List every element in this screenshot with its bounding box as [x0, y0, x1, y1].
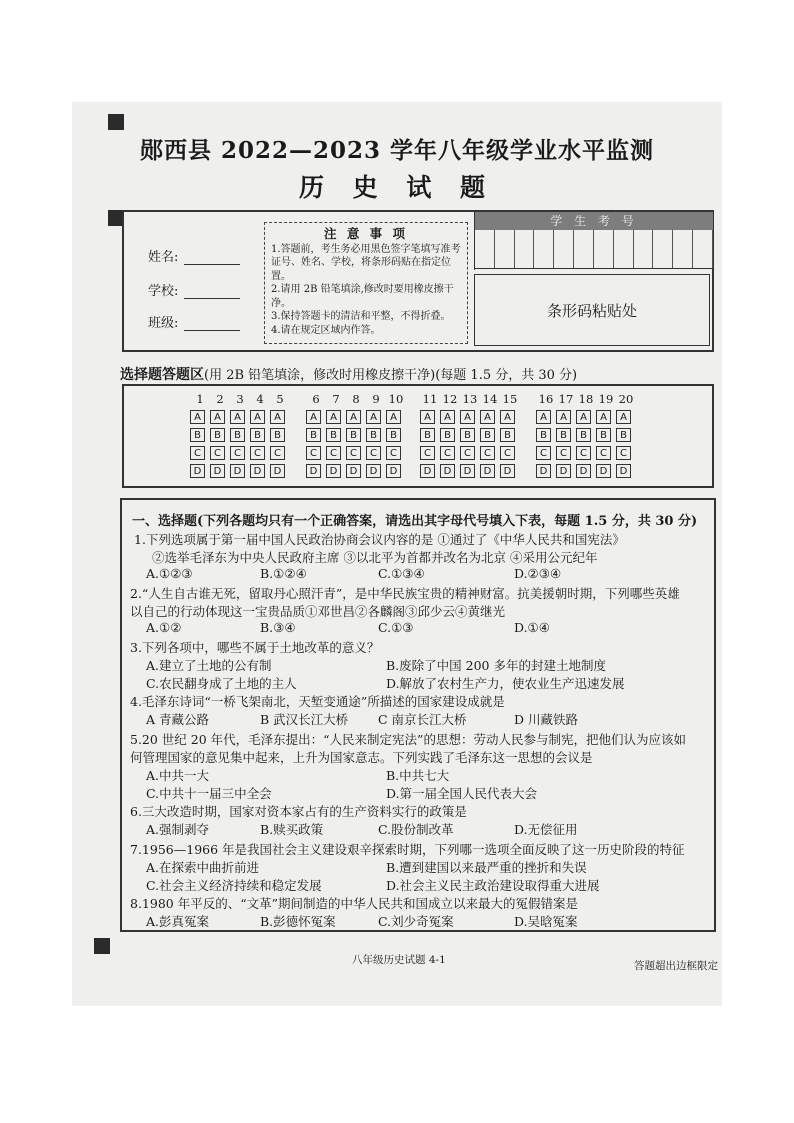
question-number: 12	[442, 392, 458, 406]
answer-bubble[interactable]: B	[500, 428, 515, 442]
answer-bubble[interactable]: C	[576, 446, 591, 460]
question-number: 14	[482, 392, 498, 406]
question-line: 5.20 世纪 20 年代，毛泽东提出：“人民来制定宪法”的思想：劳动人民参与制宪，把他们认为应该如	[130, 732, 686, 747]
exam-number-cell[interactable]	[554, 230, 574, 268]
answer-bubble[interactable]: A	[420, 410, 435, 424]
exam-number-cell[interactable]	[614, 230, 634, 268]
question-number: 10	[388, 392, 404, 406]
answer-bubble-area	[122, 384, 714, 488]
name-line[interactable]	[184, 252, 240, 265]
answer-bubble[interactable]: A	[536, 410, 551, 424]
question-line: B 武汉长江大桥	[260, 712, 349, 727]
answer-bubble[interactable]: D	[556, 464, 571, 478]
question-number: 9	[372, 392, 380, 406]
answer-bubble[interactable]: D	[230, 464, 245, 478]
answer-bubble[interactable]: A	[326, 410, 341, 424]
answer-bubble[interactable]: D	[500, 464, 515, 478]
mc-area-title	[120, 364, 577, 384]
exam-number-cell[interactable]	[653, 230, 673, 268]
question-line: A.中共一大	[146, 768, 210, 783]
question-number: 13	[462, 392, 478, 406]
question-number: 6	[312, 392, 320, 406]
option-row	[190, 446, 290, 460]
question-line: C.中共十一届三中全会	[146, 786, 272, 801]
option-row	[420, 464, 520, 478]
option-row	[306, 428, 406, 442]
answer-bubble[interactable]: A	[210, 410, 225, 424]
question-line: C.刘少奇冤案	[378, 914, 454, 929]
exam-number-cell[interactable]	[574, 230, 594, 268]
question-numbers	[536, 392, 636, 406]
answer-bubble[interactable]: B	[616, 428, 631, 442]
answer-bubble[interactable]: B	[556, 428, 571, 442]
answer-bubble[interactable]: B	[576, 428, 591, 442]
question-line: C.①③④	[378, 566, 425, 581]
question-line: ②选举毛泽东为中央人民政府主席 ③以北平为首都并改名为北京 ④采用公元纪年	[152, 550, 598, 565]
question-line: 6.三大改造时期，国家对资本家占有的生产资料实行的政策是	[130, 804, 467, 819]
answer-bubble[interactable]: A	[556, 410, 571, 424]
answer-bubble[interactable]: D	[420, 464, 435, 478]
question-numbers	[420, 392, 520, 406]
question-line: D.②③④	[514, 566, 562, 581]
answer-bubble[interactable]: D	[366, 464, 381, 478]
question-line: C.农民翻身成了土地的主人	[146, 676, 297, 691]
question-number: 5	[276, 392, 284, 406]
exam-number-cell[interactable]	[634, 230, 654, 268]
option-row	[420, 446, 520, 460]
notice-item: 4.请在规定区域内作答。	[271, 324, 381, 336]
question-line: D.第一届全国人民代表大会	[386, 786, 538, 801]
answer-bubble[interactable]: B	[250, 428, 265, 442]
question-line: B.彭德怀冤案	[260, 914, 336, 929]
answer-bubble[interactable]: D	[616, 464, 631, 478]
notice-title: 注 意 事 项	[323, 226, 409, 241]
question-number: 16	[538, 392, 554, 406]
question-line: B.遭到建国以来最严重的挫折和失误	[386, 860, 587, 875]
exam-subtitle: 历 史 试 题	[298, 173, 496, 202]
exam-number-cell[interactable]	[534, 230, 554, 268]
exam-number-cell[interactable]	[495, 230, 515, 268]
answer-bubble[interactable]: D	[386, 464, 401, 478]
answer-bubble[interactable]: D	[210, 464, 225, 478]
answer-bubble[interactable]: C	[460, 446, 475, 460]
question-line: 3.下列各项中，哪些不属于土地改革的意义？	[130, 640, 380, 655]
notice-item: 2.请用 2B 铅笔填涂,修改时要用橡皮擦干净。	[271, 284, 454, 309]
answer-bubble[interactable]: C	[346, 446, 361, 460]
answer-bubble[interactable]: C	[386, 446, 401, 460]
option-row	[190, 428, 290, 442]
mc-area-title-rest: (用 2B 铅笔填涂，修改时用橡皮擦干净)(每题 1.5 分，共 30 分)	[204, 368, 578, 383]
question-number: 4	[256, 392, 264, 406]
answer-bubble[interactable]: A	[306, 410, 321, 424]
answer-bubble[interactable]: C	[306, 446, 321, 460]
answer-bubble[interactable]: C	[440, 446, 455, 460]
option-row	[536, 446, 636, 460]
question-line: 7.1956—1966 年是我国社会主义建设艰辛探索时期，下列哪一选项全面反映了这一历史阶段的特征	[130, 842, 685, 857]
answer-bubble[interactable]: B	[210, 428, 225, 442]
option-row	[536, 464, 636, 478]
question-line: D.①④	[514, 620, 550, 635]
answer-bubble[interactable]: C	[500, 446, 515, 460]
answer-bubble[interactable]: B	[230, 428, 245, 442]
school-label: 学校:	[148, 284, 179, 299]
question-line: A.①②	[146, 620, 182, 635]
exam-number-cell[interactable]	[594, 230, 614, 268]
option-row	[536, 410, 636, 424]
answer-bubble[interactable]: A	[270, 410, 285, 424]
question-line: 以自己的行动体现这一宝贵品质①邓世昌②各麟阁③邱少云④黄继光	[130, 604, 506, 619]
answer-bubble[interactable]: D	[480, 464, 495, 478]
answer-bubble[interactable]: C	[366, 446, 381, 460]
question-line: A.强制剥夺	[146, 822, 210, 837]
answer-bubble[interactable]: B	[270, 428, 285, 442]
question-line: A 青藏公路	[146, 712, 210, 727]
answer-bubble[interactable]: D	[306, 464, 321, 478]
question-line: 2.“人生自古谁无死，留取丹心照汗青”，是中华民族宝贵的精神财富。抗美援朝时期，下列哪些英雄	[130, 586, 680, 601]
answer-bubble[interactable]: B	[346, 428, 361, 442]
answer-bubble[interactable]: C	[616, 446, 631, 460]
answer-bubble[interactable]: D	[596, 464, 611, 478]
answer-group	[306, 392, 406, 478]
answer-bubble[interactable]: A	[460, 410, 475, 424]
exam-title: 郧西县 2022—2023 学年八年级学业水平监测	[139, 137, 655, 164]
question-number: 18	[578, 392, 594, 406]
question-numbers	[190, 392, 290, 406]
answer-bubble[interactable]: C	[210, 446, 225, 460]
class-field[interactable]	[148, 312, 240, 331]
question-number: 8	[352, 392, 360, 406]
answer-bubble[interactable]: C	[326, 446, 341, 460]
answer-bubble[interactable]: A	[500, 410, 515, 424]
question-line: D.无偿征用	[514, 822, 578, 837]
answer-bubble[interactable]: D	[440, 464, 455, 478]
exam-number-label: 学 生 考 号	[475, 212, 713, 230]
section-heading: 一、选择题(下列各题均只有一个正确答案，请选出其字母代号填入下表，每题 1.5 分，共 30 分)	[132, 514, 698, 529]
answer-bubble[interactable]: A	[190, 410, 205, 424]
questions-box	[120, 498, 716, 932]
question-line: 何管理国家的意见集中起来，上升为国家意志。下列实践了毛泽东这一思想的会议是	[130, 750, 593, 765]
answer-bubble[interactable]: B	[480, 428, 495, 442]
answer-bubble[interactable]: B	[536, 428, 551, 442]
question-number: 17	[558, 392, 574, 406]
answer-bubble[interactable]: C	[270, 446, 285, 460]
class-label: 班级:	[148, 316, 179, 331]
option-row	[306, 464, 406, 478]
answer-bubble[interactable]: D	[270, 464, 285, 478]
question-number: 3	[236, 392, 244, 406]
answer-bubble[interactable]: B	[306, 428, 321, 442]
answer-bubble[interactable]: A	[440, 410, 455, 424]
answer-bubble[interactable]: B	[386, 428, 401, 442]
name-field[interactable]	[148, 246, 240, 265]
answer-bubble[interactable]: D	[576, 464, 591, 478]
exam-number-cell[interactable]	[673, 230, 693, 268]
question-line: A.彭真冤案	[146, 914, 210, 929]
question-line: D.社会主义民主政治建设取得重大进展	[386, 878, 600, 893]
option-row	[536, 428, 636, 442]
answer-bubble[interactable]: B	[190, 428, 205, 442]
answer-group	[536, 392, 636, 478]
question-number: 19	[598, 392, 614, 406]
answer-bubble[interactable]: C	[420, 446, 435, 460]
question-numbers	[306, 392, 406, 406]
school-field[interactable]	[148, 280, 240, 299]
question-number: 15	[502, 392, 518, 406]
answer-bubble[interactable]: A	[616, 410, 631, 424]
answer-bubble[interactable]: A	[480, 410, 495, 424]
exam-number-cell[interactable]	[693, 230, 713, 268]
answer-bubble[interactable]: B	[460, 428, 475, 442]
question-line: D.解放了农村生产力，使农业生产迅速发展	[386, 676, 625, 691]
option-row	[190, 410, 290, 424]
answer-bubble[interactable]: C	[596, 446, 611, 460]
question-line: A.建立了土地的公有制	[146, 658, 272, 673]
answer-bubble[interactable]: B	[420, 428, 435, 442]
answer-bubble[interactable]: B	[366, 428, 381, 442]
exam-sheet	[72, 102, 722, 1006]
answer-bubble[interactable]: B	[596, 428, 611, 442]
question-line: A.在探索中曲折前进	[146, 860, 260, 875]
answer-bubble[interactable]: D	[346, 464, 361, 478]
question-line: D 川藏铁路	[514, 712, 578, 727]
answer-bubble[interactable]: D	[460, 464, 475, 478]
question-line: C 南京长江大桥	[378, 712, 467, 727]
answer-bubble[interactable]: D	[190, 464, 205, 478]
notice-box	[264, 222, 468, 344]
option-row	[306, 446, 406, 460]
student-info-box	[122, 210, 714, 352]
question-line: C.股份制改革	[378, 822, 454, 837]
answer-bubble[interactable]: C	[556, 446, 571, 460]
question-number: 11	[422, 392, 438, 406]
answer-bubble[interactable]: A	[250, 410, 265, 424]
question-line: C.①③	[378, 620, 414, 635]
question-line: C.社会主义经济持续和稳定发展	[146, 878, 322, 893]
notice-item: 3.保持答题卡的清洁和平整，不得折叠。	[271, 311, 451, 322]
answer-group	[420, 392, 520, 478]
exam-number-cells	[475, 230, 713, 269]
question-number: 1	[196, 392, 204, 406]
barcode-area: 条形码粘贴处	[474, 274, 710, 346]
option-row	[190, 464, 290, 478]
question-line: D.吴晗冤案	[514, 914, 578, 929]
option-row	[306, 410, 406, 424]
question-line: B.废除了中国 200 多年的封建土地制度	[386, 658, 606, 673]
registration-mark-bottom-left	[94, 938, 110, 954]
question-number: 2	[216, 392, 224, 406]
exam-number-cell[interactable]	[475, 230, 495, 268]
question-line: B.③④	[260, 620, 296, 635]
question-line: 4.毛泽东诗词“一桥飞架南北，天堑变通途”所描述的国家建设成就是	[130, 694, 505, 709]
name-label: 姓名:	[148, 250, 179, 265]
question-line: B.赎买政策	[260, 822, 324, 837]
answer-bubble[interactable]: A	[366, 410, 381, 424]
notice-item: 1.答题前，考生务必用黑色签字笔填写准考证号、姓名、学校，将条形码贴在指定位置。	[271, 243, 461, 282]
question-line: 8.1980 年平反的、“文革”期间制造的中华人民共和国成立以来最大的冤假错案是	[130, 896, 578, 911]
answer-bubble[interactable]: B	[440, 428, 455, 442]
question-line: B.①②④	[260, 566, 307, 581]
exam-number-cell[interactable]	[515, 230, 535, 268]
answer-bubble[interactable]: A	[386, 410, 401, 424]
answer-bubble[interactable]: C	[480, 446, 495, 460]
option-row	[420, 428, 520, 442]
answer-bubble[interactable]: C	[536, 446, 551, 460]
registration-mark-top-left	[108, 114, 124, 130]
answer-bubble[interactable]: D	[250, 464, 265, 478]
answer-bubble[interactable]: A	[596, 410, 611, 424]
question-number: 20	[618, 392, 634, 406]
option-row	[420, 410, 520, 424]
boundary-note: 答题超出边框限定	[634, 960, 718, 972]
question-line: B.中共七大	[386, 768, 450, 783]
class-line[interactable]	[184, 318, 240, 331]
answer-bubble[interactable]: D	[536, 464, 551, 478]
answer-bubble[interactable]: C	[230, 446, 245, 460]
school-line[interactable]	[184, 286, 240, 299]
answer-bubble[interactable]: B	[326, 428, 341, 442]
mc-area-title-bold: 选择题答题区	[120, 367, 204, 383]
answer-bubble[interactable]: D	[326, 464, 341, 478]
answer-group	[190, 392, 290, 478]
question-number: 7	[332, 392, 340, 406]
answer-bubble[interactable]: A	[346, 410, 361, 424]
answer-bubble[interactable]: C	[190, 446, 205, 460]
question-line: 1.下列选项属于第一届中国人民政治协商会议内容的是 ①通过了《中华人民共和国宪法》	[134, 532, 625, 547]
answer-bubble[interactable]: C	[250, 446, 265, 460]
page-footer: 八年级历史试题 4-1	[352, 954, 446, 966]
answer-bubble[interactable]: A	[576, 410, 591, 424]
question-line: A.①②③	[146, 566, 193, 581]
answer-bubble[interactable]: A	[230, 410, 245, 424]
exam-number-grid	[474, 212, 713, 270]
